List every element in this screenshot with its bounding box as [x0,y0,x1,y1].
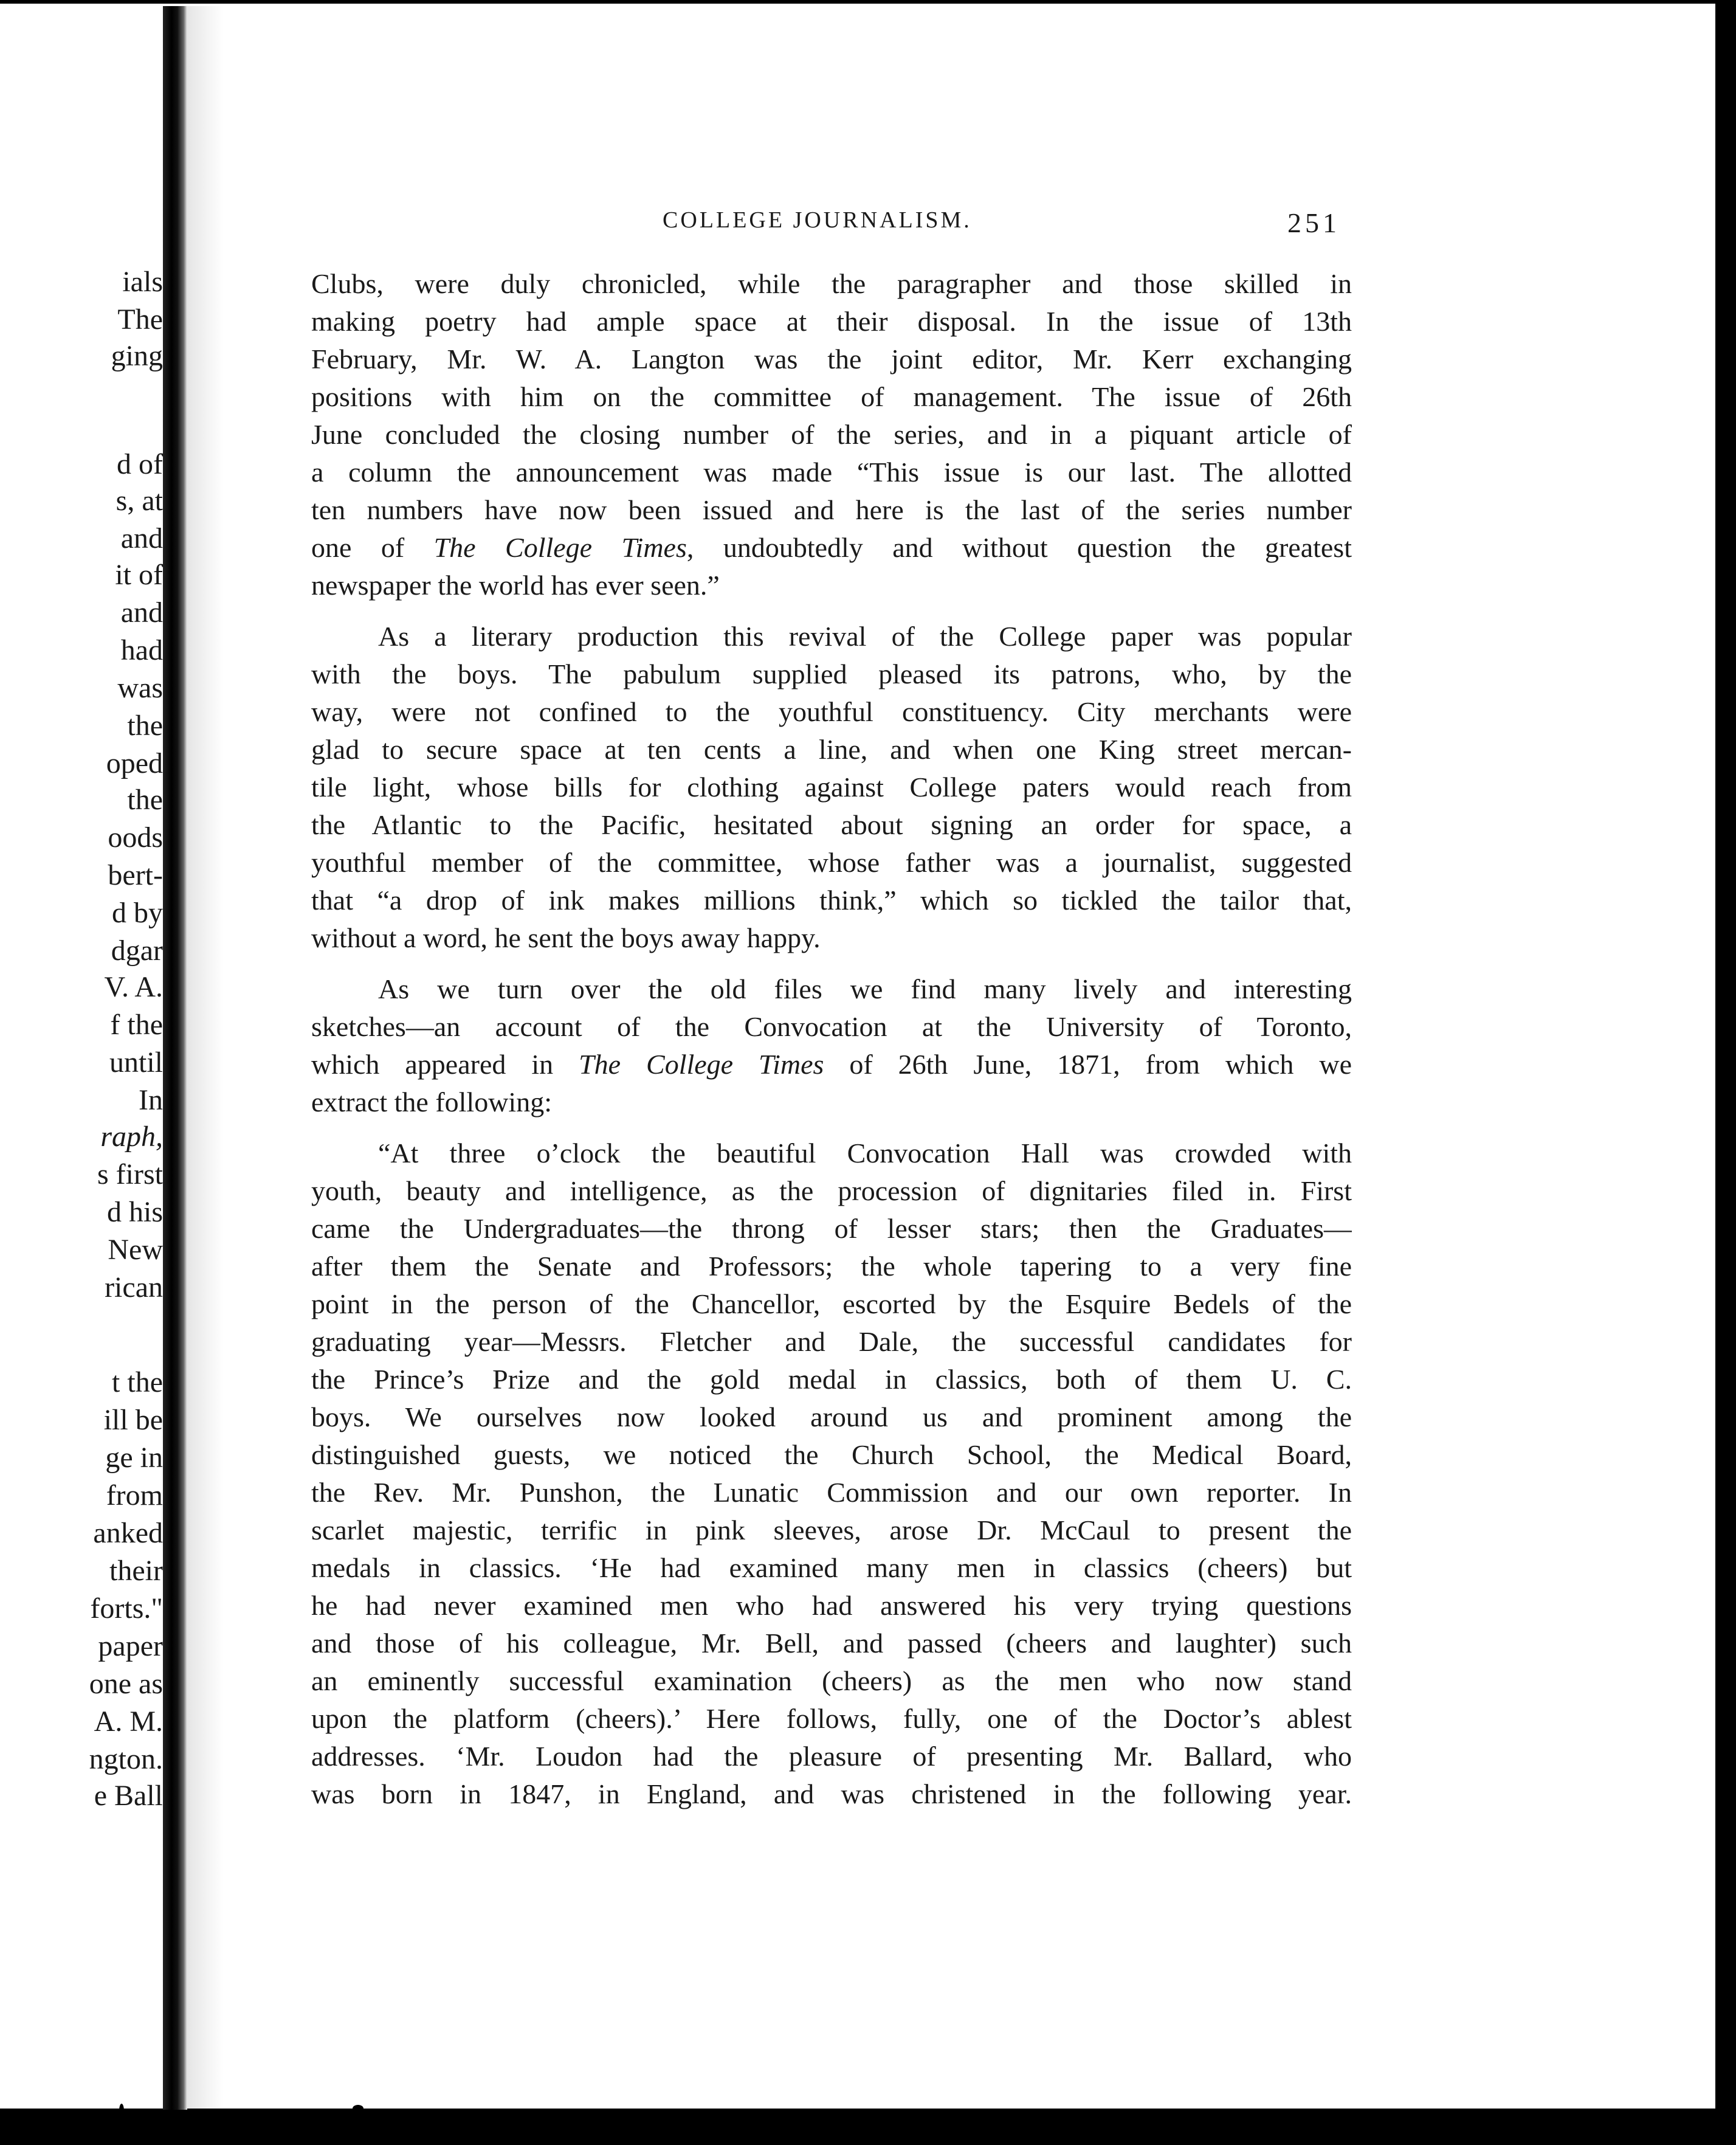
text-line: a column the announcement was made “This issue is our last. The allotted [311,457,1352,488]
text-line: extract the following: [311,1086,552,1117]
facing-page-line: d of [117,448,163,480]
page-number: 251 [1287,207,1340,238]
facing-page-line: oods [108,821,163,854]
text-line: which appeared in The College Times of 26th June, 1871, from which we [311,1049,1352,1080]
text-line: As we turn over the old files we find many lively and interesting [378,973,1352,1004]
facing-page-line: f the [110,1009,163,1041]
facing-page-line: ge in [105,1442,163,1474]
facing-page-line: their [109,1555,163,1587]
paragraph-gap [311,604,1352,618]
text-line: scarlet majestic, terrific in pink sleeves, arose Dr. McCaul to present the [311,1515,1352,1546]
text-line: February, Mr. W. A. Langton was the joint editor, Mr. Kerr exchanging [311,344,1352,375]
facing-page-line: paper [98,1630,163,1662]
facing-page-line: d his [106,1196,163,1228]
facing-page-line: s, at [115,485,163,517]
text-line: positions with him on the committee of management. The issue of 26th [311,381,1352,412]
facing-page-line: raph, [100,1121,163,1153]
facing-page-line: it of [115,559,163,591]
paragraph-gap [311,1121,1352,1135]
text-line: addresses. ‘Mr. Loudon had the pleasure of presenting Mr. Ballard, who [311,1741,1352,1772]
text-line: without a word, he sent the boys away happy. [311,922,821,953]
facing-page-line: s first [97,1158,163,1190]
facing-page-line: d by [112,897,163,929]
facing-page-line: had [120,634,163,666]
text-line: upon the platform (cheers).’ Here follows, fully, one of the Doctor’s ablest [311,1703,1352,1734]
text-line: after them the Senate and Professors; the whole tapering to a very fine [311,1251,1352,1282]
body-text [311,265,1352,1813]
text-line: medals in classics. ‘He had examined many men in classics (cheers) but [311,1552,1352,1583]
scan-border-right [1715,0,1736,2145]
italic-title: The College Times [579,1049,824,1080]
scan-speck [119,2104,124,2118]
scan-speck [286,2110,292,2116]
text-line: he had never examined men who had answered his very trying questions [311,1590,1352,1621]
facing-page-line: and [120,596,163,629]
text-line: was born in 1847, in England, and was christened in the following year. [311,1778,1352,1809]
facing-page-line: In [139,1084,163,1116]
text-line: making poetry had ample space at their disposal. In the issue of 13th [311,306,1352,337]
facing-page-line: from [106,1479,163,1511]
text-line: June concluded the closing number of the series, and in a piquant article of [311,419,1352,450]
text-line: Clubs, were duly chronicled, while the paragrapher and those skilled in [311,268,1352,299]
text-line: with the boys. The pabulum supplied pleased its patrons, who, by the [311,658,1352,689]
facing-page-line: ill be [103,1404,163,1436]
text-line: came the Undergraduates—the throng of lesser stars; then the Graduates— [311,1213,1352,1244]
text-line: the Prince’s Prize and the gold medal in classics, both of them U. C. [311,1364,1352,1395]
facing-page-line: e Ball [94,1780,163,1812]
text-line: tile light, whose bills for clothing against College paters would reach from [311,772,1352,803]
text-line: distinguished guests, we noticed the Church School, the Medical Board, [311,1439,1352,1470]
facing-page-line: the [127,710,163,742]
italic-title: The College Times [433,532,687,563]
text-line: As a literary production this revival of the College paper was popular [378,621,1352,652]
text-line: the Atlantic to the Pacific, hesitated about signing an order for space, a [311,809,1352,840]
facing-page-line: A. M. [94,1705,163,1738]
facing-page-line: ging [111,340,163,372]
facing-page-line: bert- [108,859,163,891]
text-line: graduating year—Messrs. Fletcher and Dale, the successful candidates for [311,1326,1352,1357]
facing-page-line: New [108,1234,163,1266]
text-line: that “a drop of ink makes millions think,” which so tickled the tailor that, [311,885,1352,916]
paragraph [311,1135,1352,1813]
scan-speck [353,2105,363,2112]
text-line: the Rev. Mr. Punshon, the Lunatic Commission and our own reporter. In [311,1477,1352,1508]
facing-page-line: ngton. [89,1743,163,1775]
facing-page-fragment [0,0,163,2110]
scan-border-bottom [0,2109,1736,2145]
facing-page-line: and [120,522,163,554]
text-line: youth, beauty and intelligence, as the procession of dignitaries filed in. First [311,1175,1352,1206]
facing-page-line: forts." [90,1592,163,1625]
text-line: boys. We ourselves now looked around us and prominent among the [311,1401,1352,1432]
facing-page-line: rican [105,1271,163,1304]
facing-page-line: t the [112,1366,163,1398]
scan-speck [687,2122,691,2126]
scan-speck [372,2113,377,2118]
facing-page-line: one as [89,1668,163,1700]
text-line: youthful member of the committee, whose father was a journalist, suggested [311,847,1352,878]
text-line: one of The College Times, undoubtedly and without question the greatest [311,532,1352,563]
facing-page-line: oped [106,747,163,779]
text-line: sketches—an account of the Convocation at the University of Toronto, [311,1011,1352,1042]
facing-page-line: ials [122,266,163,298]
paragraph [311,618,1352,957]
facing-page-line: dgar [111,934,163,967]
text-line: newspaper the world has ever seen.” [311,570,720,601]
facing-page-line: was [117,672,163,704]
paragraph-gap [311,957,1352,970]
facing-page-line: until [109,1046,163,1079]
text-line: way, were not confined to the youthful constituency. City merchants were [311,696,1352,727]
paragraph [311,970,1352,1121]
paragraph [311,265,1352,604]
facing-page-line: anked [93,1517,163,1549]
text-line: ten numbers have now been issued and here is the last of the series number [311,494,1352,525]
text-line: glad to secure space at ten cents a line, and when one King street mercan- [311,734,1352,765]
text-line: an eminently successful examination (cheers) as the men who now stand [311,1665,1352,1696]
gutter-shadow [187,6,224,2110]
text-line: point in the person of the Chancellor, escorted by the Esquire Bedels of the [311,1288,1352,1319]
facing-page-line: V. A. [104,971,163,1003]
facing-page-line: The [117,303,163,336]
facing-page-line: the [127,784,163,816]
scan-border-top [0,0,1736,4]
text-line: “At three o’clock the beautiful Convocation Hall was crowded with [378,1138,1352,1169]
text-line: and those of his colleague, Mr. Bell, and passed (cheers and laughter) such [311,1628,1352,1659]
running-head-title: COLLEGE JOURNALISM. [663,207,972,233]
scan-speck [1732,924,1736,935]
book-gutter [163,6,187,2110]
